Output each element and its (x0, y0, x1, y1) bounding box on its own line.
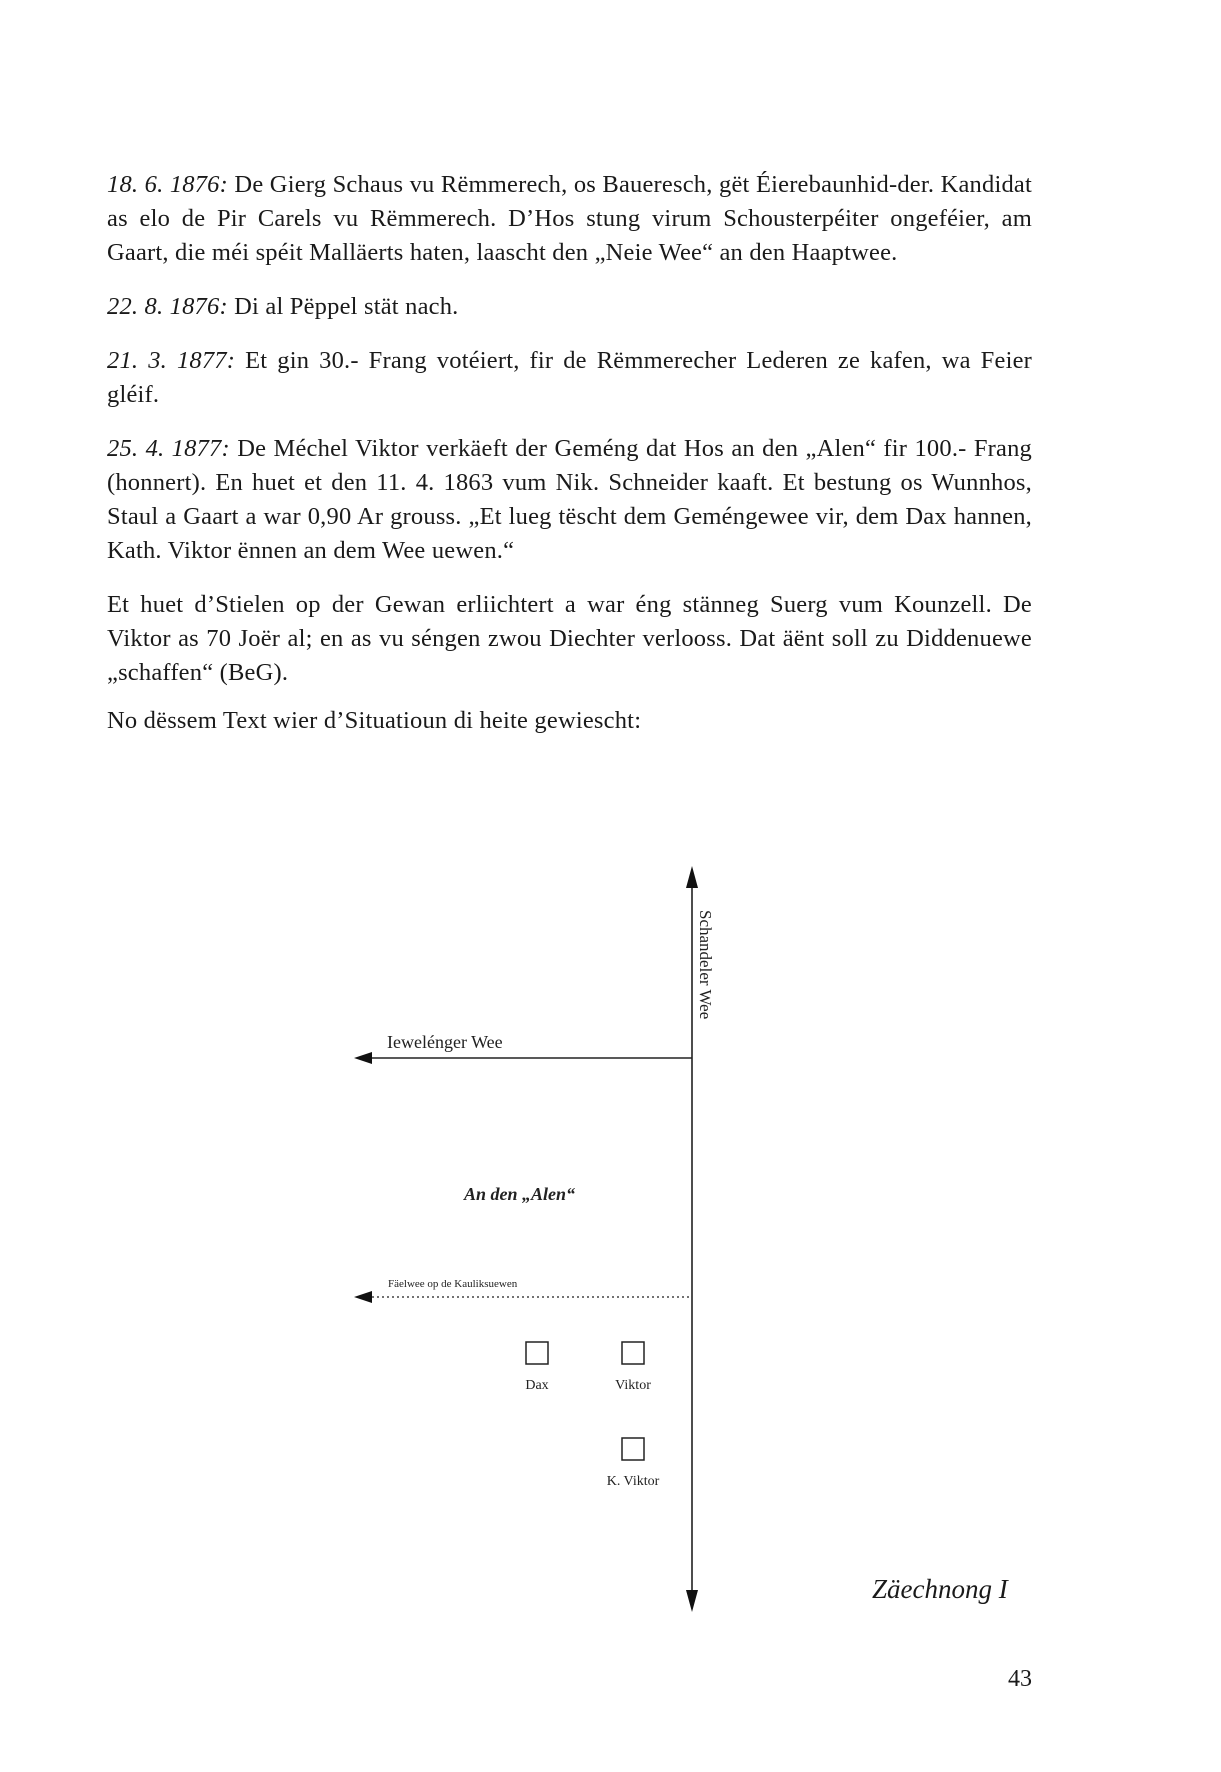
page-number: 43 (1008, 1666, 1032, 1692)
house-label-viktor: Viktor (615, 1378, 651, 1393)
house-label-dax: Dax (525, 1378, 549, 1393)
entry-text: Di al Pëppel stät nach. (234, 293, 459, 320)
entry-date: 18. 6. 1876: (107, 171, 228, 198)
top-road-label: Iewelénger Wee (387, 1032, 503, 1052)
vertical-road-label: Schandeler Wee (696, 910, 715, 1020)
paragraph: Et huet d’Stielen op der Gewan erliichtert a war éng stänneg Suerg vum Kounzell. De Viktor as 70 Joër al; en as vu séngen zwou Diechter verlooss. Dat äënt soll zu Diddenuewe „schaffen“ (BeG). (107, 591, 1032, 686)
figure-caption: Zäechnong I (872, 1574, 1008, 1604)
arrow-left-icon (354, 1291, 372, 1303)
house-label-k-viktor: K. Viktor (606, 1474, 660, 1489)
entry-text: De Gierg Schaus vu Rëmmerech, os Baueresch, gët Éierebaunhid-der. Kandidat as elo de Pir Carels vu Rëmmerech. D’Hos stung virum Schousterpéiter ongeféier, am Gaart, die méi spéit Malläerts haten, laascht den „Neie Wee“ an den Haaptwee. (107, 171, 1032, 266)
paragraph: No dëssem Text wier d’Situatioun di heite gewiescht: (107, 707, 642, 734)
entry-date: 25. 4. 1877: (107, 435, 230, 462)
arrow-up-icon (686, 866, 698, 888)
arrow-left-icon (354, 1052, 372, 1064)
dotted-road-label: Fäelwee op de Kauliksuewen (388, 1278, 518, 1290)
entry-date: 21. 3. 1877: (107, 347, 236, 374)
house-square-viktor (622, 1342, 644, 1364)
entry-date: 22. 8. 1876: (107, 293, 228, 320)
arrow-down-icon (686, 1590, 698, 1612)
entry-text: De Méchel Viktor verkäeft der Geméng dat Hos an den „Alen“ fir 100.- Frang (honnert). En huet et den 11. 4. 1863 vum Nik. Schneider kaaft. Et bestung os Wunnhos, Staul a Gaart a war 0,90 Ar grouss. „Et lueg tëscht dem Geméngewee vir, dem Dax hannen, Kath. Viktor ënnen an dem Wee uewen.“ (107, 435, 1032, 564)
house-square-k-viktor (622, 1438, 644, 1460)
entry-text: Et gin 30.- Frang votéiert, fir de Rëmmerecher Lederen ze kafen, wa Feier gléif. (107, 347, 1033, 408)
house-square-dax (526, 1342, 548, 1364)
area-label: An den „Alen“ (464, 1184, 576, 1204)
